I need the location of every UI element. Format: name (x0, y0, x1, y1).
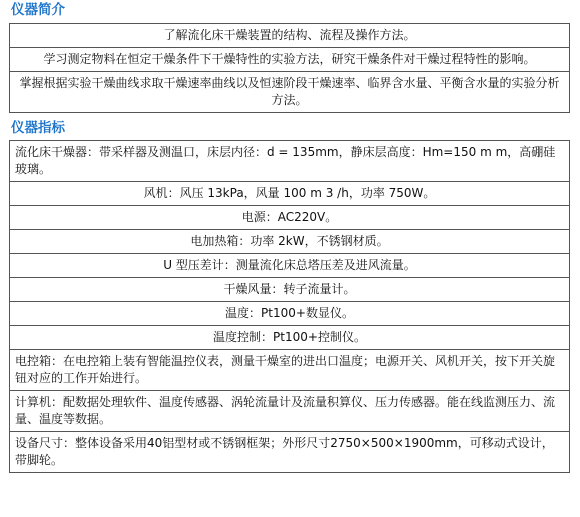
spec-row-power: 电源：AC220V。 (10, 206, 569, 230)
spec-row-manometer: U 型压差计：测量流化床总塔压差及进风流量。 (10, 254, 569, 278)
intro-row: 学习测定物料在恒定干燥条件下干燥特性的实验方法，研究干燥条件对干燥过程特性的影响。 (10, 48, 569, 72)
spec-row-temperature: 温度：Pt100+数显仪。 (10, 302, 569, 326)
spec-row-dryer: 流化床干燥器：带采样器及测温口，床层内径：d = 135mm，静床层高度：Hm=150 m m，高硼硅玻璃。 (10, 141, 569, 182)
spec-row-fan: 风机：风压 13kPa，风量 100 m 3 /h，功率 750W。 (10, 182, 569, 206)
specs-table (9, 140, 570, 473)
spec-row-heater: 电加热箱：功率 2kW，不锈钢材质。 (10, 230, 569, 254)
spec-row-dimensions: 设备尺寸：整体设备采用40铝型材或不锈钢框架；外形尺寸2750×500×1900mm，可移动式设计，带脚轮。 (10, 432, 569, 473)
spec-row-computer: 计算机：配数据处理软件、温度传感器、涡轮流量计及流量积算仪、压力传感器。能在线监测压力、流量、温度等数据。 (10, 391, 569, 432)
intro-row: 掌握根据实验干燥曲线求取干燥速率曲线以及恒速阶段干燥速率、临界含水量、平衡含水量的实验分析方法。 (10, 72, 569, 113)
section-title-specs: 仪器指标 (11, 120, 65, 136)
spec-row-temp-control: 温度控制：Pt100+控制仪。 (10, 326, 569, 350)
intro-row: 了解流化床干燥装置的结构、流程及操作方法。 (10, 24, 569, 48)
spec-row-control-box: 电控箱：在电控箱上装有智能温控仪表，测量干燥室的进出口温度；电源开关、风机开关，按下开关旋钮对应的工作开始进行。 (10, 350, 569, 391)
section-title-intro: 仪器简介 (11, 2, 65, 18)
intro-table (9, 23, 570, 113)
spec-row-airflow: 干燥风量：转子流量计。 (10, 278, 569, 302)
